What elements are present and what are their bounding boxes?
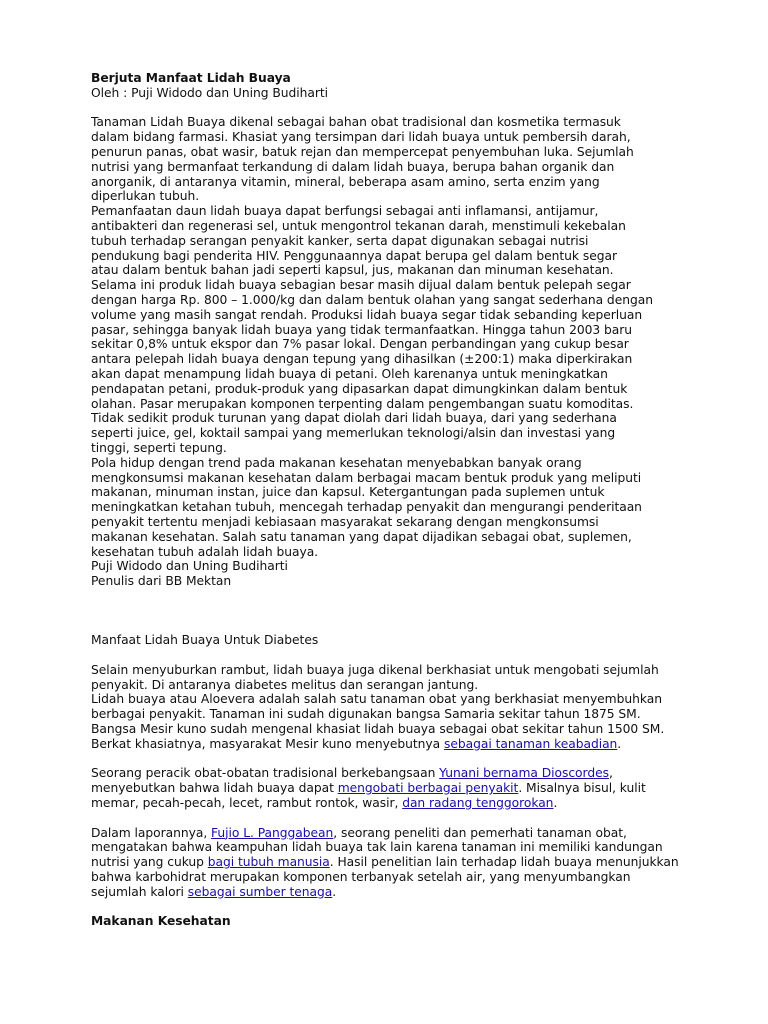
body-line xyxy=(91,885,748,900)
body-line: Lidah buaya atau Aloevera adalah salah satu tanaman obat yang berkhasiat menyembuhkan xyxy=(91,692,662,707)
body-line: meningkatkan ketahan tubuh, mencegah terhadap penyakit dan mengurangi penderitaan xyxy=(91,500,642,515)
body-line: makanan kesehatan. Salah satu tanaman yang dapat dijadikan sebagai obat, suplemen, xyxy=(91,529,632,544)
author-line: Puji Widodo dan Uning Budiharti xyxy=(91,559,288,574)
paragraph-gap xyxy=(91,900,748,915)
body-line: pendukung bagi penderita HIV. Penggunaannya dapat berupa gel dalam bentuk segar xyxy=(91,248,617,263)
body-line: makanan, minuman instan, juice dan kapsul. Ketergantungan pada suplemen untuk xyxy=(91,485,605,500)
body-line: dalam bidang farmasi. Khasiat yang tersimpan dari lidah buaya untuk pembersih darah, xyxy=(91,130,631,145)
body-line xyxy=(91,796,748,811)
body-line: sekitar 0,8% untuk ekspor dan 7% pasar lokal. Dengan perbandingan yang cukup besar xyxy=(91,337,629,352)
link-tanaman-keabadian[interactable]: sebagai tanaman keabadian xyxy=(443,736,618,751)
paragraph-gap xyxy=(91,618,748,633)
text-span: Seorang peracik obat-obatan tradisional berkebangsaan xyxy=(91,766,440,781)
text-span: . Misalnya bisul, kulit xyxy=(518,781,646,796)
body-line: nutrisi yang bermanfaat terkandung di dalam lidah buaya, berupa bahan organik dan xyxy=(91,159,615,174)
body-line: atau dalam bentuk bahan jadi seperti kapsul, jus, makanan dan minuman kesehatan. xyxy=(91,263,614,278)
paragraph-gap xyxy=(91,589,748,604)
body-line: bahwa karbohidrat merupakan komponen terbanyak setelah air, yang menyumbangkan xyxy=(91,870,631,885)
body-line: tubuh terhadap serangan penyakit kanker, serta dapat digunakan sebagai nutrisi xyxy=(91,233,589,248)
link-yunani-dioscordes[interactable]: Yunani bernama Dioscordes xyxy=(439,766,609,781)
body-line: Tidak sedikit produk turunan yang dapat diolah dari lidah buaya, dari yang sederhana xyxy=(91,411,617,426)
body-line: Tanaman Lidah Buaya dikenal sebagai bahan obat tradisional dan kosmetika termasuk xyxy=(91,115,621,130)
paragraph-gap xyxy=(91,752,748,767)
body-line xyxy=(91,855,748,870)
body-line: kesehatan tubuh adalah lidah buaya. xyxy=(91,544,319,559)
paragraph-gap xyxy=(91,604,748,619)
article-byline: Oleh : Puji Widodo dan Uning Budiharti xyxy=(91,85,328,100)
body-line: antibakteri dan regenerasi sel, untuk mengontrol tekanan darah, menstimuli kekebalan xyxy=(91,218,626,233)
body-line: seperti juice, gel, koktail sampai yang memerlukan teknologi/alsin dan investasi yang xyxy=(91,426,616,441)
text-span: Berkat khasiatnya, masyarakat Mesir kuno menyebutnya xyxy=(91,736,444,751)
body-line: penyakit tertentu menjadi kebiasaan masyarakat sekarang dengan mengkonsumsi xyxy=(91,514,599,529)
body-line: mengkonsumsi makanan kesehatan dalam berbagai macam bentuk produk yang meliputi xyxy=(91,470,642,485)
text-span: . xyxy=(617,736,622,751)
paragraph-gap xyxy=(91,811,748,826)
text-span: nutrisi yang cukup xyxy=(91,855,208,870)
text-span: . xyxy=(553,796,558,811)
body-line xyxy=(91,766,748,781)
body-line: penyakit. Di antaranya diabetes melitus dan serangan jantung. xyxy=(91,677,479,692)
text-span: , xyxy=(608,766,613,781)
text-span: memar, pecah-pecah, lecet, rambut rontok, wasir, xyxy=(91,796,403,811)
body-line: olahan. Pasar merupakan komponen terpenting dalam pengembangan suatu komoditas. xyxy=(91,396,634,411)
body-line: anorganik, di antaranya vitamin, mineral, beberapa asam amino, serta enzim yang xyxy=(91,174,600,189)
article-body xyxy=(91,115,748,559)
body-line: Pemanfaatan daun lidah buaya dapat berfungsi sebagai anti inflamansi, antijamur, xyxy=(91,204,599,219)
link-mengobati-penyakit[interactable]: mengobati berbagai penyakit xyxy=(337,781,519,796)
body-line xyxy=(91,781,748,796)
text-span: Dalam laporannya, xyxy=(91,825,212,840)
author-affiliation: Penulis dari BB Mektan xyxy=(91,574,232,589)
body-line: tinggi, seperti tepung. xyxy=(91,440,227,455)
body-line: mengatakan bahwa keampuhan lidah buaya tak lain karena tanaman ini memiliki kandungan xyxy=(91,840,663,855)
body-line: penurun panas, obat wasir, batuk rejan dan mempercepat penyembuhan luka. Sejumlah xyxy=(91,144,634,159)
body-line: berbagai penyakit. Tanaman ini sudah digunakan bangsa Samaria sekitar tahun 1875 SM. xyxy=(91,707,641,722)
text-span: menyebutkan bahwa lidah buaya dapat xyxy=(91,781,338,796)
body-line: pendapatan petani, produk-produk yang dipasarkan dapat dimungkinkan dalam bentuk xyxy=(91,381,628,396)
paragraph-gap xyxy=(91,648,748,663)
body-line: antara pelepah lidah buaya dengan tepung yang dihasilkan (±200:1) maka diperkirakan xyxy=(91,352,633,367)
text-span: sejumlah kalori xyxy=(91,884,188,899)
link-fujio-panggabean[interactable]: Fujio L. Panggabean xyxy=(211,825,334,840)
body-line: volume yang masih sangat rendah. Produksi lidah buaya segar tidak sebanding keperluan xyxy=(91,307,643,322)
text-span: , seorang peneliti dan pemerhati tanaman obat, xyxy=(333,825,627,840)
body-line: pasar, sehingga banyak lidah buaya yang tidak termanfaatkan. Hingga tahun 2003 baru xyxy=(91,322,633,337)
link-tubuh-manusia[interactable]: bagi tubuh manusia xyxy=(207,855,330,870)
section-title-diabetes: Manfaat Lidah Buaya Untuk Diabetes xyxy=(91,633,319,648)
body-line: diperlukan tubuh. xyxy=(91,189,200,204)
article-title: Berjuta Manfaat Lidah Buaya xyxy=(91,71,291,85)
paragraph-gap xyxy=(91,101,748,116)
text-span: . xyxy=(332,884,337,899)
body-line: Pola hidup dengan trend pada makanan kesehatan menyebabkan banyak orang xyxy=(91,455,582,470)
link-sumber-tenaga[interactable]: sebagai sumber tenaga xyxy=(187,884,333,899)
section-heading-makanan-kesehatan: Makanan Kesehatan xyxy=(91,914,231,929)
body-line xyxy=(91,737,748,752)
link-radang-tenggorokan[interactable]: dan radang tenggorokan xyxy=(402,796,554,811)
text-span: . Hasil penelitian lain terhadap lidah buaya menunjukkan xyxy=(329,855,679,870)
body-line: Bangsa Mesir kuno sudah mengenal khasiat lidah buaya sebagai obat sekitar tahun 1500 SM. xyxy=(91,722,665,737)
body-line: Selain menyuburkan rambut, lidah buaya juga dikenal berkhasiat untuk mengobati sejumlah xyxy=(91,662,659,677)
body-line: dengan harga Rp. 800 – 1.000/kg dan dalam bentuk olahan yang sangat sederhana dengan xyxy=(91,292,653,307)
body-line: akan dapat menampung lidah buaya di petani. Oleh karenanya untuk meningkatkan xyxy=(91,366,608,381)
body-line xyxy=(91,826,748,841)
body-line: Selama ini produk lidah buaya sebagian besar masih dijual dalam bentuk pelepah segar xyxy=(91,278,631,293)
